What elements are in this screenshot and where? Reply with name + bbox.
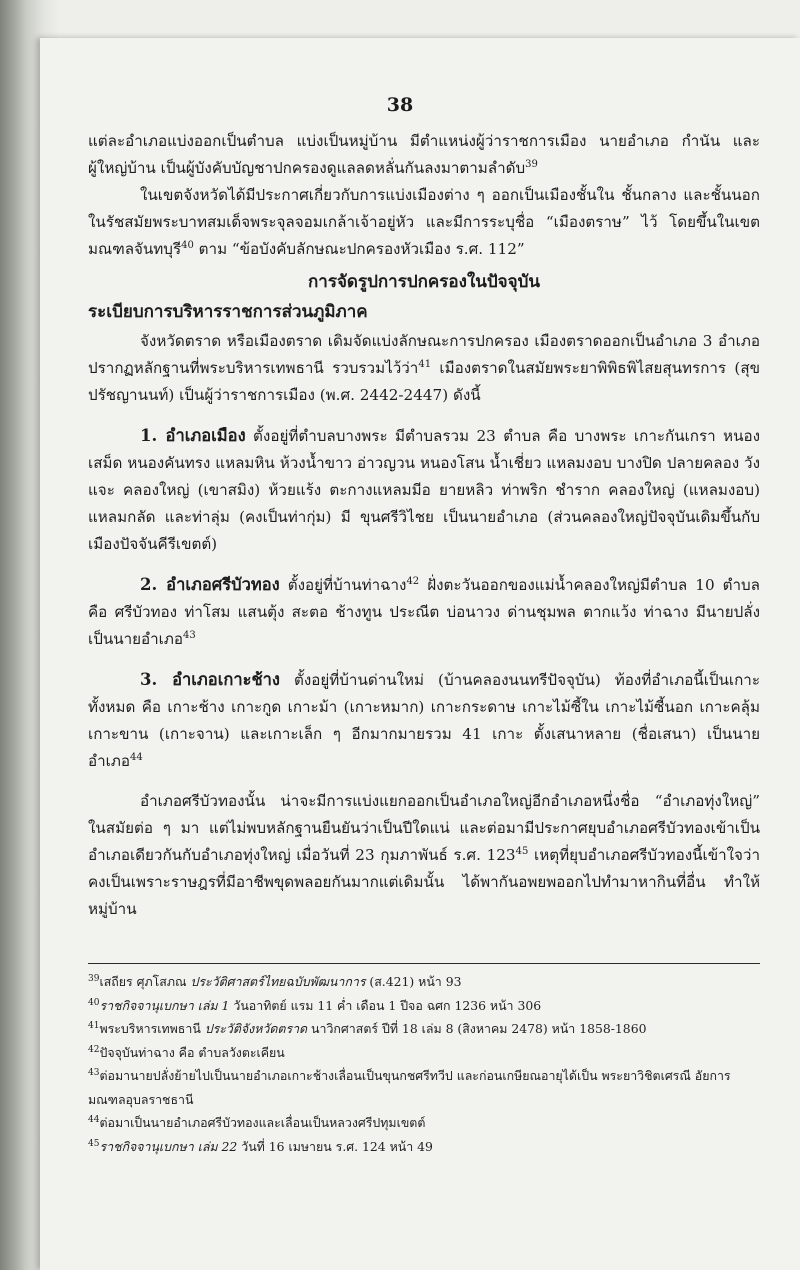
district-item-2: 2. อำเภอศรีบัวทอง ตั้งอยู่ที่บ้านท่าฉาง$^{42}$ ฝั่งตะวันออกของแม่น้ำคลองใหญ่มีตำบล 10 ตำบล คือ ศรีบัวทอง ท่าโสม แสนตุ้ง สะตอ ช้างทูน ประณีต บ่อนาวง ด่านชุมพล ตากแว้ง ท่าฉาง มีนายปลั่ง เป็นนายอำเภอ$^{43}$ xyxy=(88,575,760,648)
district-label: 2. อำเภอศรีบัวทอง xyxy=(140,575,280,594)
section-title: การจัดรูปการปกครองในปัจจุบัน xyxy=(307,272,540,292)
footnote-divider xyxy=(88,963,760,964)
footnote: $^{42}$ปัจจุบันท่าฉาง คือ ตำบลวังตะเคียน xyxy=(88,1044,285,1060)
paragraph-1: แต่ละอำเภอแบ่งออกเป็นตำบล แบ่งเป็นหมู่บ้าน มีตำแหน่งผู้ว่าราชการเมือง นายอำเภอ กำนัน และผู้ใหญ่บ้าน เป็นผู้บังคับบัญชาปกครองดูแลลดหลั่นกันลงมาตามลำดับ$^{39}$ xyxy=(88,132,760,177)
footnote: $^{43}$ต่อมานายปลั่งย้ายไปเป็นนายอำเภอเกาะช้างเลื่อนเป็นขุนกชศรีทวีป และก่อนเกษียณอายุได้เป็น พระยาวิชิตเศรณี อัยการมณฑลอุบลราชธานี xyxy=(88,1067,731,1107)
paragraph-3: จังหวัดตราด หรือเมืองตราด เดิมจัดแบ่งลักษณะการปกครอง เมืองตราดออกเป็นอำเภอ 3 อำเภอ ปรากฏหลักฐานที่พระบริหารเทพธานี รวบรวมไว้ว่า$^{41}$ เมืองตราดในสมัยพระยาพิพิธพิไสยสุนทรการ (สุข ปรัชญานนท์) เป็นผู้ว่าราชการเมือง (พ.ศ. 2442-2447) ดังนี้ xyxy=(88,332,760,404)
district-label: 3. อำเภอเกาะช้าง xyxy=(140,670,280,689)
footnote-ref: 40 xyxy=(181,239,194,251)
footnote-ref: 39 xyxy=(525,158,538,170)
footnote-ref: 42 xyxy=(406,575,420,587)
body-text xyxy=(88,128,760,923)
footnote-ref: 41 xyxy=(418,358,432,370)
sub-title: ระเบียบการบริหารราชการส่วนภูมิภาค xyxy=(88,302,368,322)
paragraph-2: ในเขตจังหวัดได้มีประกาศเกี่ยวกับการแบ่งเมืองต่าง ๆ ออกเป็นเมืองชั้นใน ชั้นกลาง และชั้นนอก ในรัชสมัยพระบาทสมเด็จพระจุลจอมเกล้าเจ้าอยู่หัว และมีการระบุชื่อ “เมืองตราษ” ไว้ โดยขึ้นในเขตมณฑลจันทบุรี$^{40}$ ตาม “ข้อบังคับลักษณะปกครองหัวเมือง ร.ศ. 112” xyxy=(88,186,760,258)
page-number: 38 xyxy=(386,94,414,116)
footnote: $^{45}$ราชกิจจานุเบกษา เล่ม 22 วันที่ 16 เมษายน ร.ศ. 124 หน้า 49 xyxy=(88,1138,433,1154)
paragraph-4: อำเภอศรีบัวทองนั้น น่าจะมีการแบ่งแยกออกเป็นอำเภอใหญ่อีกอำเภอหนึ่งชื่อ “อำเภอทุ่งใหญ่” ในสมัยต่อ ๆ มา แต่ไม่พบหลักฐานยืนยันว่าเป็นปีใดแน่ และต่อมามีประกาศยุบอำเภอศรีบัวทองเข้าเป็นอำเภอเดียวกันกับอำเภอทุ่งใหญ่ เมื่อวันที่ 23 กุมภาพันธ์ ร.ศ. $123^{45}$ เหตุที่ยุบอำเภอศรีบัวทองนี้เข้าใจว่าคงเป็นเพราะราษฎรที่มีอาชีพขุดพลอยกันมากแต่เดิมนั้น ได้พากันอพยพออกไปทำมาหากินที่อื่น ทำให้หมู่บ้าน xyxy=(88,792,760,918)
footnote-ref: 45 xyxy=(515,845,529,857)
footnote-ref: 43 xyxy=(183,629,196,641)
footnote: $^{40}$ราชกิจจานุเบกษา เล่ม 1 วันอาทิตย์ แรม 11 ค่ำ เดือน 1 ปีจอ ฉศก 1236 หน้า 306 xyxy=(88,997,542,1013)
district-label: 1. อำเภอเมือง xyxy=(140,426,246,445)
district-item-3: 3. อำเภอเกาะช้าง ตั้งอยู่ที่บ้านด่านใหม่ (บ้านคลองนนทรีปัจจุบัน) ท้องที่อำเภอนี้เป็นเกาะทั้งหมด คือ เกาะช้าง เกาะกูด เกาะม้า (เกาะหมาก) เกาะกระดาษ เกาะไม้ซี้ใน เกาะไม้ซี้นอก เกาะคลุ้ม เกาะขาน (เกาะจาน) และเกาะเล็ก ๆ อีกมากมายรวม 41 เกาะ ตั้งเสนาหลาย (ชื่อเสนา) เป็นนายอำเภอ$^{44}$ xyxy=(88,670,760,770)
footnote: $^{41}$พระบริหารเทพธานี ประวัติจังหวัดตราด นาวิกศาสตร์ ปีที่ 18 เล่ม 8 (สิงหาคม 2478) หน้า 1858-1860 xyxy=(88,1020,647,1036)
footnote: $^{39}$เสถียร ศุภโสภณ ประวัติศาสตร์ไทยฉบับพัฒนาการ (ส.421) หน้า 93 xyxy=(88,973,462,989)
footnote: $^{44}$ต่อมาเป็นนายอำเภอศรีบัวทองและเลื่อนเป็นหลวงศรีปทุมเขตต์ xyxy=(88,1114,426,1130)
footnote-ref: 44 xyxy=(129,751,143,763)
footnotes xyxy=(88,970,760,1158)
district-item-1: 1. อำเภอเมือง ตั้งอยู่ที่ตำบลบางพระ มีตำบลรวม 23 ตำบล คือ บางพระ เกาะกันเกรา หนองเสม็ด หนองคันทรง แหลมหิน ห้วงน้ำขาว อ่าวญวน หนองโสน น้ำเชี่ยว แหลมงอบ บางปิด ปลายคลอง วังแจะ คลองใหญ่ (เขาสมิง) ห้วยแร้ง ตะกางแหลมมีอ ยายหลิว ท่าพริก ชำราก คลองใหญ่ (แหลมงอบ) แหลมกลัด และท่าลุ่ม (คงเป็นท่ากุ่ม) มี ขุนศรีวิไชย เป็นนายอำเภอ (ส่วนคลองใหญ่ปัจจุบันเดิมขึ้นกับเมืองปัจจันคีรีเขตต์) xyxy=(88,426,760,553)
